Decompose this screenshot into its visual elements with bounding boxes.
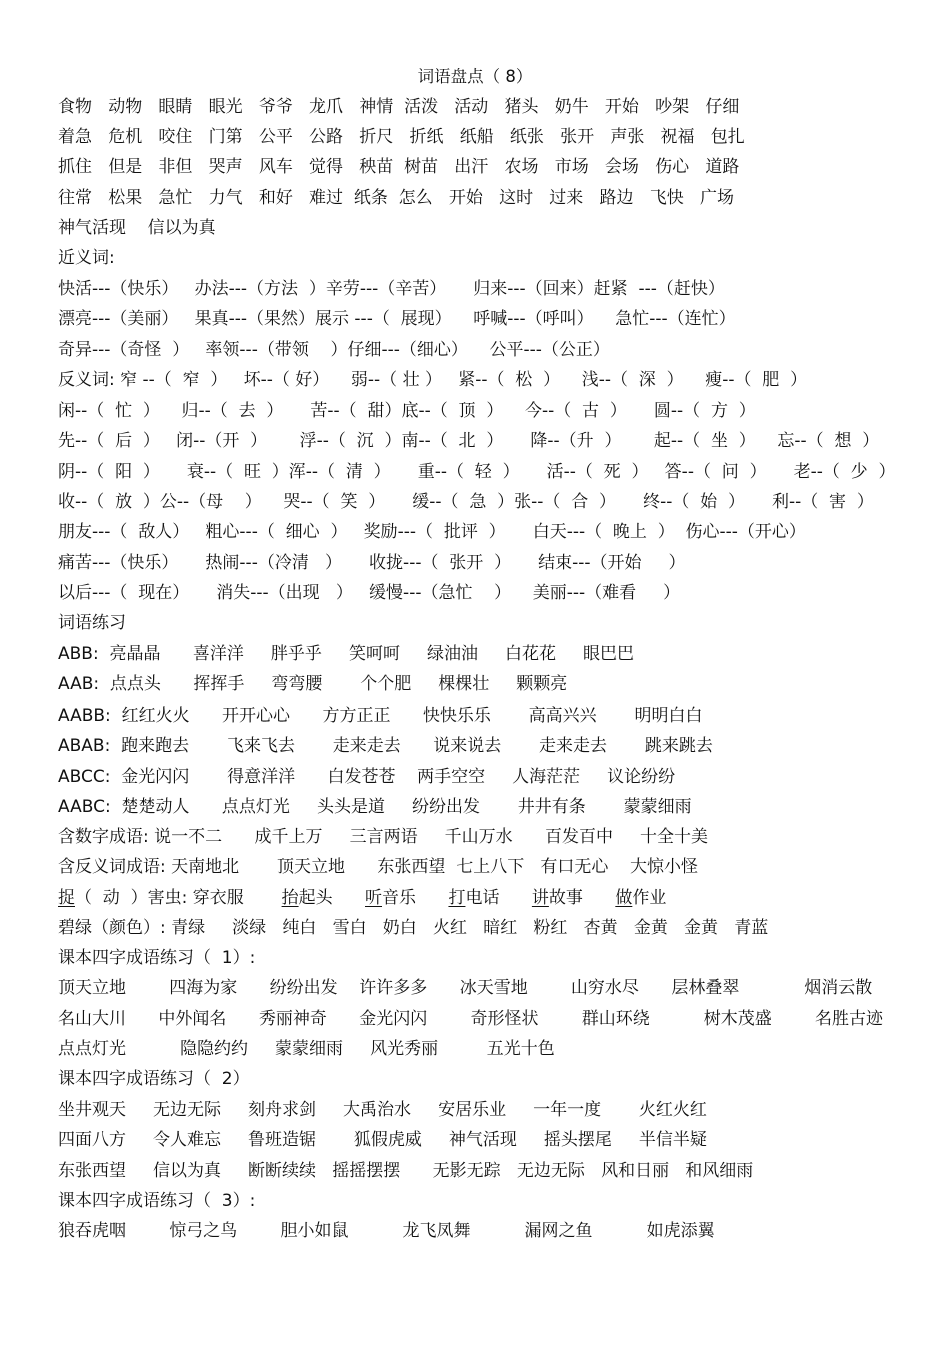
idiom-row: 含数字成语: 说一不二 成千上万 三言两语 千山万水 百发百中 十全十美 bbox=[58, 827, 709, 847]
underlined-char: 讲 bbox=[531, 888, 549, 908]
idiom-row: 名山大川 中外闻名 秀丽神奇 金光闪闪 奇形怪状 群山环绕 树木茂盛 名胜古迹 bbox=[58, 1009, 883, 1029]
word-row: 神气活现 信以为真 bbox=[58, 218, 216, 238]
line-text: 起头 bbox=[298, 888, 366, 908]
idiom-row: 狼吞虎咽 惊弓之鸟 胆小如鼠 龙飞凤舞 漏网之鱼 如虎添翼 bbox=[58, 1221, 715, 1241]
idiom-row: 四面八方 令人难忘 鲁班造锯 狐假虎威 神气活现 摇头摆尾 半信半疑 bbox=[58, 1130, 707, 1150]
idiom-row: 顶天立地 四海为家 纷纷出发 许许多多 冰天雪地 山穷水尽 层林叠翠 烟消云散 bbox=[58, 978, 873, 998]
underlined-char: 听 bbox=[365, 888, 383, 908]
underlined-char: 捉 bbox=[58, 888, 75, 908]
line-text: 作业 bbox=[632, 888, 667, 908]
antonym-row: 痛苦---（快乐） 热闹---（冷清 ） 收拢---（ 张开 ） 结束---（开始 ） bbox=[58, 553, 686, 573]
pattern-row: ABB: 亮晶晶 喜洋洋 胖乎乎 笑呵呵 绿油油 白花花 眼巴巴 bbox=[58, 644, 635, 664]
idiom-row: 点点灯光 隐隐约约 蒙蒙细雨 风光秀丽 五光十色 bbox=[58, 1039, 555, 1059]
antonym-row: 以后---（ 现在） 消失---（出现 ） 缓慢---（急忙 ） 美丽---（难看 ） bbox=[58, 583, 681, 603]
section-heading-idioms-1: 课本四字成语练习（ 1）: bbox=[58, 948, 256, 968]
idiom-row: 坐井观天 无边无际 刻舟求剑 大禹治水 安居乐业 一年一度 火红火红 bbox=[58, 1100, 707, 1120]
antonym-row: 先--（ 后 ） 闭--（开 ） 浮--（ 沉 ）南--（ 北 ） 降--（升 ） 起--（ 坐 ） 忘--（ 想 ） bbox=[58, 431, 880, 451]
underlined-char: 做 bbox=[615, 888, 633, 908]
pattern-row: AAB: 点点头 挥挥手 弯弯腰 个个肥 棵棵壮 颗颗亮 bbox=[58, 674, 568, 694]
pattern-row: ABCC: 金光闪闪 得意洋洋 白发苍苍 两手空空 人海茫茫 议论纷纷 bbox=[58, 767, 676, 787]
line-text: 电话 bbox=[465, 888, 532, 908]
synonym-row: 漂亮---（美丽） 果真---（果然）展示 ---（ 展现） 呼喊---（呼叫） 急忙---（连忙） bbox=[58, 309, 736, 329]
antonym-row: 收--（ 放 ）公--（母 ） 哭--（ 笑 ） 缓--（ 急 ）张--（ 合 ） 终--（ 始 ） 利--（ 害 ） bbox=[58, 492, 874, 512]
word-row: 食物 动物 眼睛 眼光 爷爷 龙爪 神情 活泼 活动 猪头 奶牛 开始 吵架 仔细 bbox=[58, 97, 740, 117]
synonym-row: 快活---（快乐） 办法---（方法 ）辛劳---（辛苦） 归来---（回来）赶紧 ---（赶快） bbox=[58, 279, 725, 299]
section-heading-practice: 词语练习 bbox=[58, 613, 126, 633]
pattern-row: AABB: 红红火火 开开心心 方方正正 快快乐乐 高高兴兴 明明白白 bbox=[58, 706, 703, 726]
antonym-row: 朋友---（ 敌人） 粗心---（ 细心 ） 奖励---（ 批评 ） 白天---（ 晚上 ） 伤心---（开心） bbox=[58, 522, 806, 542]
line-text: （ 动 ）害虫: 穿衣服 bbox=[75, 888, 282, 908]
idiom-row: 含反义词成语: 天南地北 顶天立地 东张西望 七上八下 有口无心 大惊小怪 bbox=[58, 857, 699, 877]
antonym-row: 反义词: 窄 --（ 窄 ） 坏--（ 好） 弱--（ 壮 ） 紧--（ 松 ） 浅--（ 深 ） 瘦--（ 肥 ） bbox=[58, 370, 808, 390]
line-text: 音乐 bbox=[382, 888, 449, 908]
document-title: 词语盘点（ 8） bbox=[417, 67, 533, 86]
underlined-char: 打 bbox=[448, 888, 466, 908]
line-text: 故事 bbox=[548, 888, 616, 908]
word-row: 往常 松果 急忙 力气 和好 难过 纸条 怎么 开始 这时 过来 路边 飞快 广场 bbox=[58, 188, 734, 208]
section-heading-idioms-2: 课本四字成语练习（ 2） bbox=[58, 1069, 250, 1089]
word-row: 抓住 但是 非但 哭声 风车 觉得 秧苗 树苗 出汗 农场 市场 会场 伤心 道路 bbox=[58, 157, 740, 177]
section-heading-synonyms: 近义词: bbox=[58, 248, 115, 268]
pattern-row: AABC: 楚楚动人 点点灯光 头头是道 纷纷出发 井井有条 蒙蒙细雨 bbox=[58, 797, 692, 817]
verb-row bbox=[58, 887, 938, 909]
idiom-row: 东张西望 信以为真 断断续续 摇摇摆摆 无影无踪 无边无际 风和日丽 和风细雨 bbox=[58, 1161, 754, 1181]
word-row: 着急 危机 咬住 门第 公平 公路 折尺 折纸 纸船 纸张 张开 声张 祝福 包扎 bbox=[58, 127, 745, 147]
section-heading-idioms-3: 课本四字成语练习（ 3）: bbox=[58, 1191, 256, 1211]
synonym-row: 奇异---（奇怪 ） 率领---（带领 ）仔细---（细心） 公平---（公正） bbox=[58, 340, 610, 360]
color-row: 碧绿（颜色）: 青绿 淡绿 纯白 雪白 奶白 火红 暗红 粉红 杏黄 金黄 金黄 青蓝 bbox=[58, 918, 769, 938]
antonym-row: 阴--（ 阳 ） 衰--（ 旺 ）浑--（ 清 ） 重--（ 轻 ） 活--（ 死 ） 答--（ 问 ） 老--（ 少 ） bbox=[58, 462, 896, 482]
underlined-char: 抬 bbox=[281, 888, 299, 908]
pattern-row: ABAB: 跑来跑去 飞来飞去 走来走去 说来说去 走来走去 跳来跳去 bbox=[58, 736, 713, 756]
antonym-row: 闲--（ 忙 ） 归--（ 去 ） 苦--（ 甜）底--（ 顶 ） 今--（ 古 ） 圆--（ 方 ） bbox=[58, 401, 756, 421]
